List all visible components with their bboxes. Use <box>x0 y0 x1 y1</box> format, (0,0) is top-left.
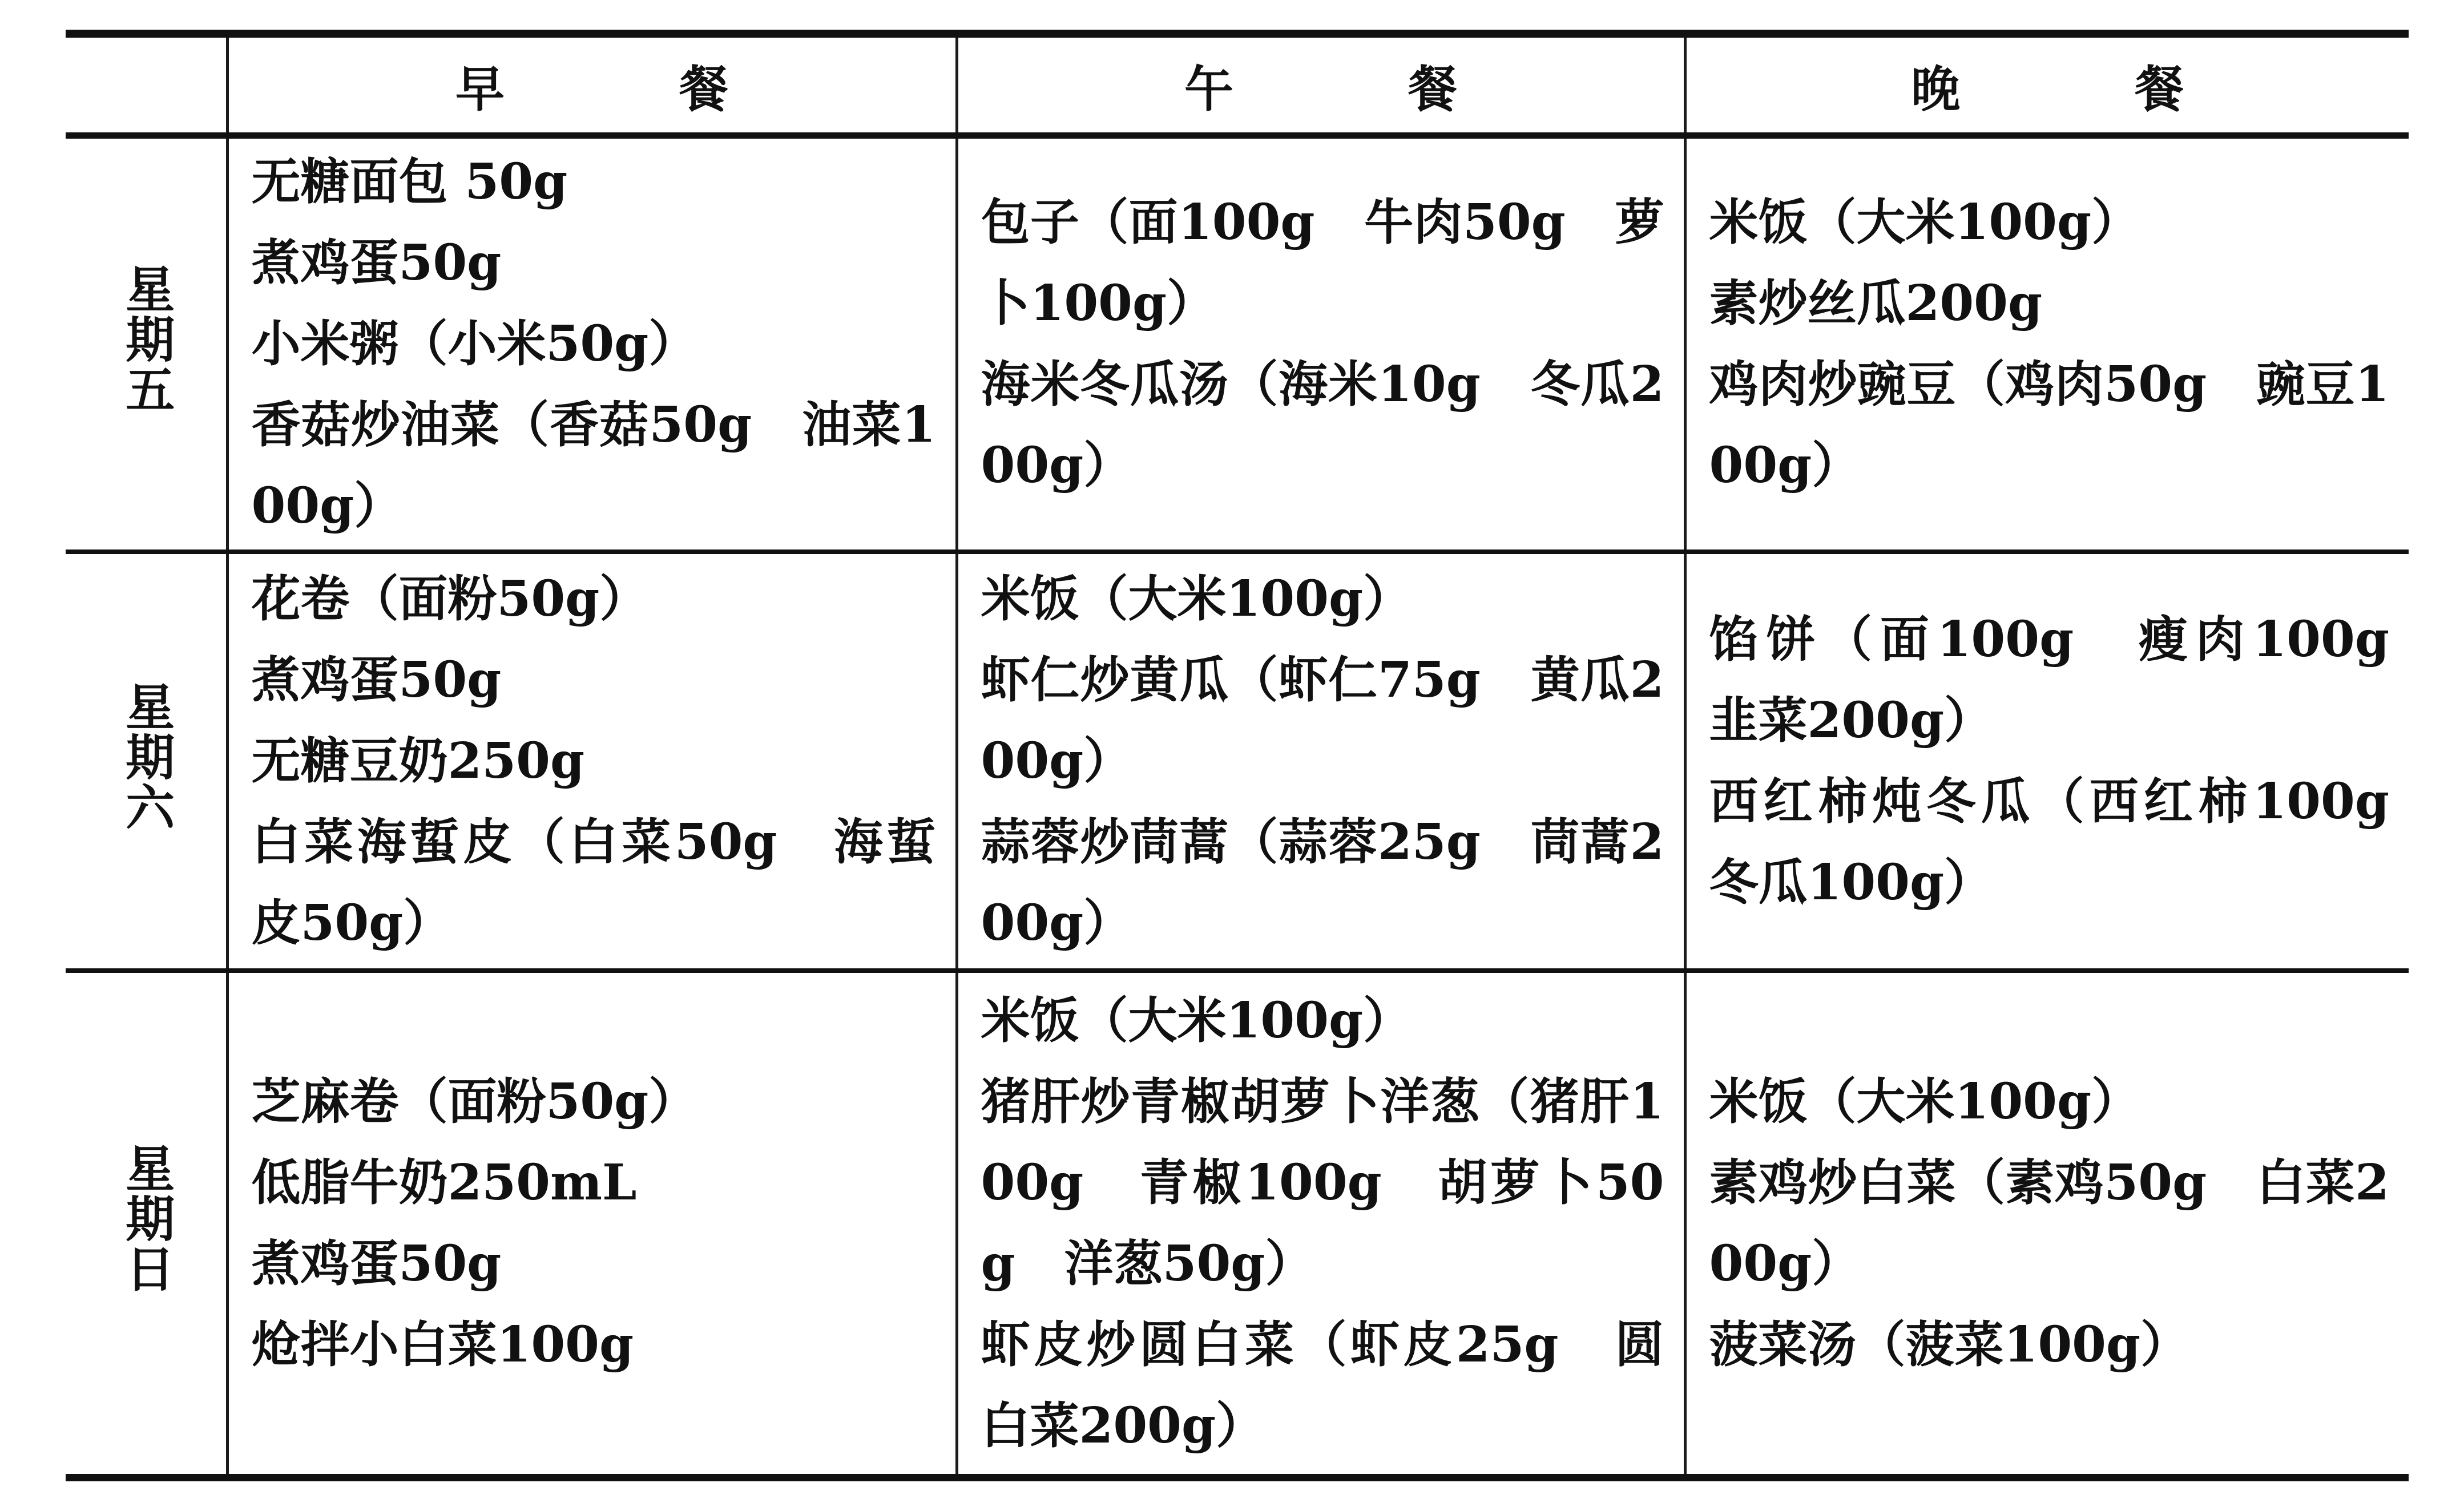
lunch-item: 虾皮炒圆白菜（虾皮25g 圆白菜200g） <box>981 1315 1664 1454</box>
lunch-item: 虾仁炒黄瓜（虾仁75g 黄瓜200g） <box>981 651 1664 790</box>
dinner-item: 素鸡炒白菜（素鸡50g 白菜200g） <box>1709 1153 2389 1292</box>
breakfast-cell <box>227 552 957 971</box>
lunch-item: 海米冬瓜汤（海米10g 冬瓜200g） <box>981 355 1664 494</box>
header-breakfast: 早 餐 <box>227 34 957 135</box>
breakfast-item: 无糖面包 50g <box>251 152 568 211</box>
lunch-item: 包子（面100g 牛肉50g 萝卜100g） <box>981 193 1664 332</box>
breakfast-item: 香菇炒油菜（香菇50g 油菜100g） <box>251 395 936 535</box>
dinner-item: 米饭（大米100g） <box>1709 1072 2141 1130</box>
dinner-cell <box>1685 135 2409 552</box>
lunch-item: 猪肝炒青椒胡萝卜洋葱（猪肝100g 青椒100g 胡萝卜50g 洋葱50g） <box>981 1072 1664 1292</box>
breakfast-item: 白菜海蜇皮（白菜50g 海蜇皮50g） <box>251 813 936 952</box>
breakfast-item: 无糖豆奶250g <box>251 732 585 790</box>
lunch-cell <box>957 135 1685 552</box>
breakfast-item: 煮鸡蛋50g <box>251 651 502 709</box>
meal-plan-table <box>66 30 2438 1481</box>
breakfast-item: 花卷（面粉50g） <box>251 570 649 628</box>
lunch-item: 蒜蓉炒茼蒿（蒜蓉25g 茼蒿200g） <box>981 813 1664 952</box>
dinner-item: 菠菜汤（菠菜100g） <box>1709 1315 2190 1373</box>
day-label: 星期六 <box>117 681 175 832</box>
dinner-cell <box>1685 971 2409 1477</box>
lunch-item: 米饭（大米100g） <box>981 570 1413 628</box>
header-corner <box>66 34 227 135</box>
dinner-item: 鸡肉炒豌豆（鸡肉50g 豌豆100g） <box>1709 355 2389 494</box>
day-label: 星期五 <box>117 264 175 415</box>
header-dinner: 晚 餐 <box>1685 34 2409 135</box>
day-cell <box>66 971 227 1477</box>
header-row <box>66 34 2409 135</box>
breakfast-item: 炝拌小白菜100g <box>251 1315 634 1373</box>
lunch-cell <box>957 971 1685 1477</box>
dinner-item: 米饭（大米100g） <box>1709 193 2141 251</box>
lunch-item: 米饭（大米100g） <box>981 991 1413 1049</box>
breakfast-item: 小米粥（小米50g） <box>251 314 698 373</box>
lunch-cell <box>957 552 1685 971</box>
dinner-item: 素炒丝瓜200g <box>1709 274 2043 332</box>
table-row <box>66 552 2409 971</box>
breakfast-cell <box>227 971 957 1477</box>
breakfast-cell <box>227 135 957 552</box>
header-lunch: 午 餐 <box>957 34 1685 135</box>
breakfast-item: 低脂牛奶250mL <box>251 1153 637 1211</box>
table-row <box>66 135 2409 552</box>
table-row <box>66 971 2409 1477</box>
day-label: 星期日 <box>117 1143 175 1294</box>
day-cell <box>66 135 227 552</box>
day-cell <box>66 552 227 971</box>
dinner-cell <box>1685 552 2438 971</box>
breakfast-item: 芝麻卷（面粉50g） <box>251 1072 698 1130</box>
dinner-item: 馅饼（面100g 瘦肉100g 韭菜200g） <box>1709 611 2438 749</box>
dinner-item: 西红柿炖冬瓜（西红柿100g 冬瓜100g） <box>1709 773 2438 911</box>
breakfast-item: 煮鸡蛋50g <box>251 233 502 292</box>
breakfast-item: 煮鸡蛋50g <box>251 1234 502 1292</box>
